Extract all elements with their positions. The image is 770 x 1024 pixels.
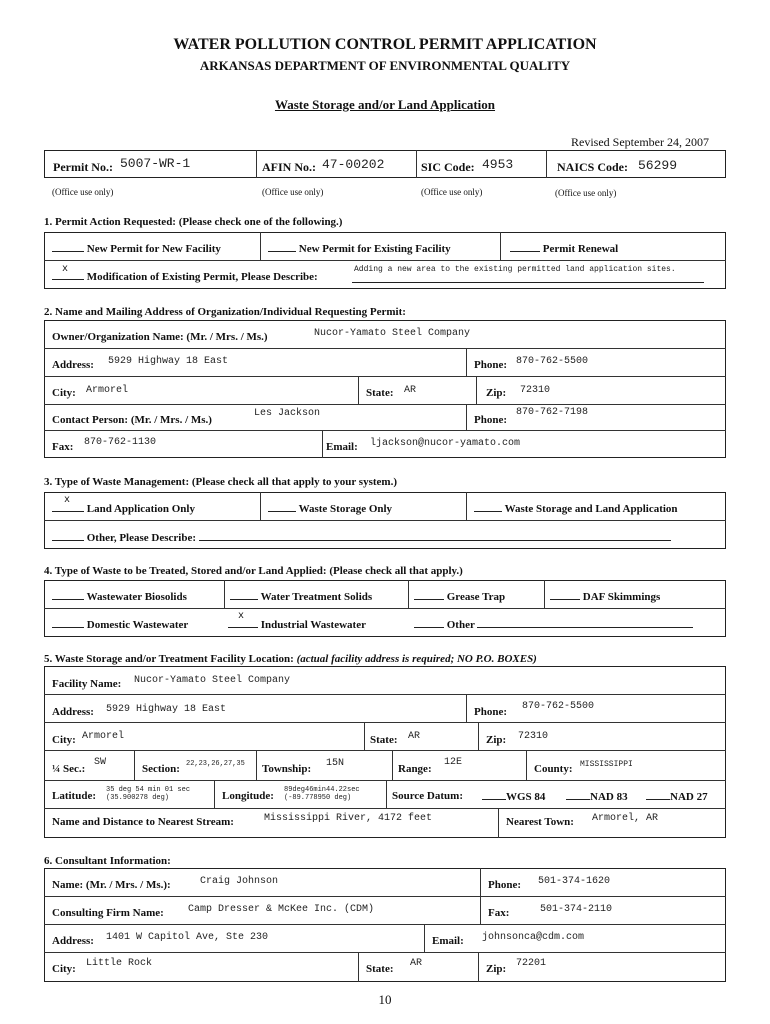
latitude-field[interactable]: 35 deg 54 min 01 sec (35.900278 deg): [106, 786, 191, 802]
modification-check[interactable]: x: [62, 264, 69, 275]
nearest-town-field[interactable]: Armorel, AR: [592, 813, 659, 824]
section-field[interactable]: 22,23,26,27,35: [186, 760, 245, 768]
facility-phone-label: Phone:: [474, 706, 507, 718]
county-field[interactable]: MISSISSIPPI: [580, 760, 633, 769]
office-use-note: (Office use only): [52, 187, 114, 197]
nearest-stream-label: Name and Distance to Nearest Stream:: [52, 816, 234, 828]
permit-no-label: Permit No.:: [53, 160, 113, 174]
section-5-heading: 5. Waste Storage and/or Treatment Facility Location: (actual facility address is required; NO P.O. BOXES): [44, 653, 537, 665]
modification-description[interactable]: Adding a new area to the existing permitted land application sites.: [354, 265, 676, 274]
consultant-name-label: Name: (Mr. / Mrs. / Ms.):: [52, 879, 171, 891]
industrial-wastewater-option[interactable]: Industrial Wastewater: [228, 618, 366, 631]
afin-field[interactable]: 47-00202: [322, 157, 385, 172]
form-title: WATER POLLUTION CONTROL PERMIT APPLICATION: [173, 36, 597, 53]
facility-zip-field[interactable]: 72310: [518, 731, 549, 742]
phone-label: Phone:: [474, 359, 507, 371]
email-field[interactable]: ljackson@nucor-yamato.com: [370, 438, 521, 449]
consultant-state-label: State:: [366, 963, 394, 975]
naics-field[interactable]: 56299: [638, 158, 678, 173]
water-treatment-solids-option[interactable]: Water Treatment Solids: [230, 590, 372, 603]
nad83-option[interactable]: NAD 83: [566, 790, 628, 803]
nad27-option[interactable]: NAD 27: [646, 790, 708, 803]
office-use-note: (Office use only): [262, 187, 324, 197]
consulting-firm-label: Consulting Firm Name:: [52, 907, 164, 919]
afin-label: AFIN No.:: [262, 160, 316, 174]
section-4-heading: 4. Type of Waste to be Treated, Stored and/or Land Applied: (Please check all that apply.): [44, 565, 463, 577]
facility-name-label: Facility Name:: [52, 678, 122, 690]
facility-state-label: State:: [370, 734, 398, 746]
agency-name: ARKANSAS DEPARTMENT OF ENVIRONMENTAL QUALITY: [199, 58, 571, 73]
contact-phone-label: Phone:: [474, 414, 507, 426]
section-1-heading: 1. Permit Action Requested: (Please check one of the following.): [44, 216, 343, 228]
page-number: 10: [378, 992, 392, 1007]
facility-city-field[interactable]: Armorel: [82, 731, 125, 742]
owner-name-label: Owner/Organization Name: (Mr. / Mrs. / Ms.): [52, 331, 268, 343]
consultant-zip-label: Zip:: [486, 963, 507, 975]
range-field[interactable]: 12E: [444, 757, 463, 768]
section-2-heading: 2. Name and Mailing Address of Organization/Individual Requesting Permit:: [44, 306, 406, 318]
new-permit-existing-facility-option[interactable]: New Permit for Existing Facility: [268, 242, 451, 255]
contact-phone-field[interactable]: 870-762-7198: [516, 407, 589, 418]
facility-name-field[interactable]: Nucor-Yamato Steel Company: [134, 675, 291, 686]
state-field[interactable]: AR: [404, 385, 417, 396]
state-label: State:: [366, 387, 394, 399]
section-label: Section:: [142, 763, 180, 775]
owner-name-field[interactable]: Nucor-Yamato Steel Company: [314, 328, 471, 339]
longitude-field[interactable]: 89deg46min44.22sec (-89.778950 deg): [284, 786, 360, 802]
industrial-wastewater-check[interactable]: x: [238, 611, 245, 622]
consultant-phone-label: Phone:: [488, 879, 521, 891]
quarter-section-label: ¼ Sec.:: [52, 763, 86, 775]
consultant-city-field[interactable]: Little Rock: [86, 958, 153, 969]
county-label: County:: [534, 763, 573, 775]
township-label: Township:: [262, 763, 312, 775]
fax-label: Fax:: [52, 441, 74, 453]
city-label: City:: [52, 387, 76, 399]
consultant-city-label: City:: [52, 963, 76, 975]
section-3-heading: 3. Type of Waste Management: (Please check all that apply to your system.): [44, 476, 397, 488]
latitude-label: Latitude:: [52, 790, 96, 802]
quarter-section-field[interactable]: SW: [94, 757, 107, 768]
longitude-label: Longitude:: [222, 790, 274, 802]
township-field[interactable]: 15N: [326, 758, 345, 769]
consultant-phone-field[interactable]: 501-374-1620: [538, 876, 611, 887]
consultant-email-label: Email:: [432, 935, 464, 947]
address-field[interactable]: 5929 Highway 18 East: [108, 356, 229, 367]
wastewater-biosolids-option[interactable]: Wastewater Biosolids: [52, 590, 187, 603]
domestic-wastewater-option[interactable]: Domestic Wastewater: [52, 618, 188, 631]
consultant-fax-field[interactable]: 501-374-2110: [540, 904, 613, 915]
form-subtitle: Waste Storage and/or Land Application: [274, 97, 496, 112]
fax-field[interactable]: 870-762-1130: [84, 437, 157, 448]
office-use-note: (Office use only): [421, 187, 483, 197]
modification-option[interactable]: Modification of Existing Permit, Please Describe:: [52, 270, 318, 283]
consultant-email-field[interactable]: johnsonca@cdm.com: [482, 932, 585, 943]
facility-phone-field[interactable]: 870-762-5500: [522, 701, 595, 712]
facility-state-field[interactable]: AR: [408, 731, 421, 742]
permit-renewal-option[interactable]: Permit Renewal: [510, 242, 618, 255]
zip-label: Zip:: [486, 387, 507, 399]
nearest-town-label: Nearest Town:: [506, 816, 574, 828]
consultant-name-field[interactable]: Craig Johnson: [200, 876, 279, 887]
sic-label: SIC Code:: [421, 160, 475, 174]
grease-trap-option[interactable]: Grease Trap: [414, 590, 505, 603]
source-datum-label: Source Datum:: [392, 790, 463, 802]
consultant-state-field[interactable]: AR: [410, 958, 423, 969]
city-field[interactable]: Armorel: [86, 385, 129, 396]
contact-person-label: Contact Person: (Mr. / Mrs. / Ms.): [52, 414, 212, 426]
facility-city-label: City:: [52, 734, 76, 746]
other-management-option[interactable]: Other, Please Describe:: [52, 531, 671, 544]
consulting-firm-field[interactable]: Camp Dresser & McKee Inc. (CDM): [188, 904, 375, 915]
consultant-address-label: Address:: [52, 935, 94, 947]
facility-zip-label: Zip:: [486, 734, 507, 746]
section-6-heading: 6. Consultant Information:: [44, 855, 171, 867]
address-label: Address:: [52, 359, 94, 371]
land-application-option[interactable]: Land Application Only: [52, 502, 195, 515]
office-use-note: (Office use only): [555, 188, 617, 198]
nearest-stream-field[interactable]: Mississippi River, 4172 feet: [264, 813, 433, 824]
storage-and-land-option[interactable]: Waste Storage and Land Application: [474, 502, 678, 515]
zip-field[interactable]: 72310: [520, 385, 551, 396]
consultant-address-field[interactable]: 1401 W Capitol Ave, Ste 230: [106, 932, 269, 943]
permit-no-field[interactable]: 5007-WR-1: [120, 156, 191, 171]
consultant-fax-label: Fax:: [488, 907, 510, 919]
facility-address-field[interactable]: 5929 Highway 18 East: [106, 704, 227, 715]
revised-date: Revised September 24, 2007: [571, 135, 709, 149]
daf-skimmings-option[interactable]: DAF Skimmings: [550, 590, 660, 603]
other-waste-option[interactable]: Other: [414, 618, 693, 631]
email-label: Email:: [326, 441, 358, 453]
land-application-check[interactable]: x: [64, 495, 71, 506]
sic-field[interactable]: 4953: [482, 157, 514, 172]
facility-address-label: Address:: [52, 706, 94, 718]
naics-label: NAICS Code:: [557, 160, 629, 174]
range-label: Range:: [398, 763, 432, 775]
contact-person-field[interactable]: Les Jackson: [254, 408, 321, 419]
phone-field[interactable]: 870-762-5500: [516, 356, 589, 367]
waste-storage-only-option[interactable]: Waste Storage Only: [268, 502, 392, 515]
consultant-zip-field[interactable]: 72201: [516, 958, 547, 969]
wgs84-option[interactable]: WGS 84: [482, 790, 545, 803]
new-permit-new-facility-option[interactable]: New Permit for New Facility: [52, 242, 221, 255]
